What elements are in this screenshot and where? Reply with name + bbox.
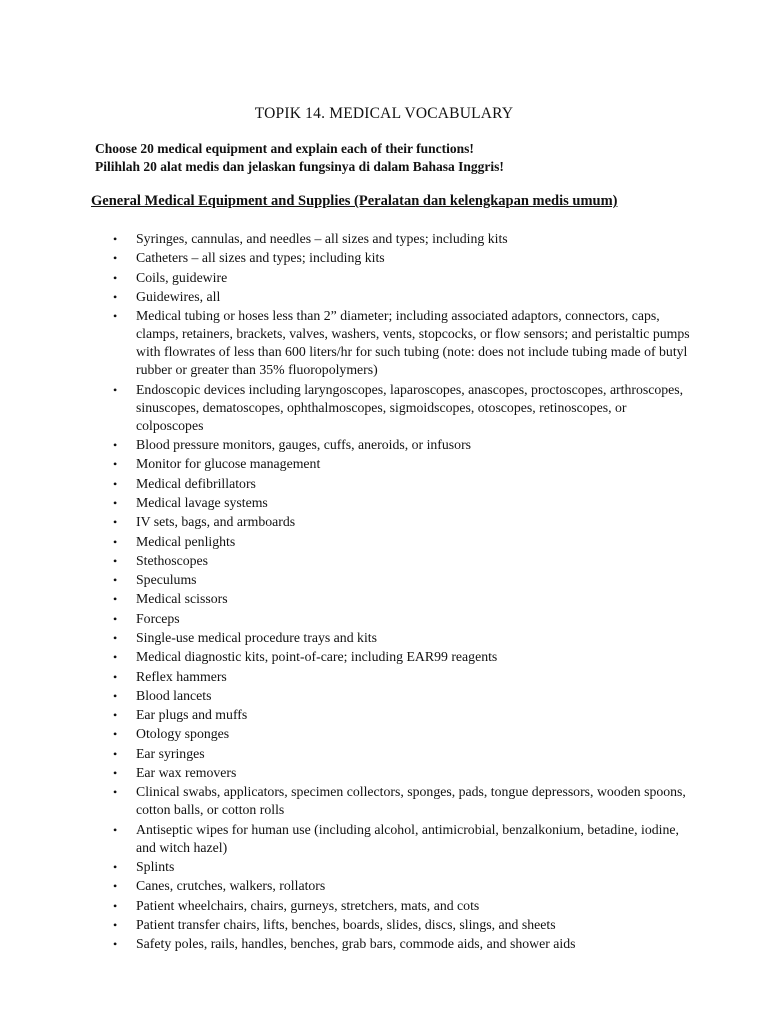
bullet-icon: • [113,515,118,530]
bullet-icon: • [113,727,118,742]
bullet-icon: • [113,630,118,645]
bullet-icon: • [113,438,118,453]
list-item [110,916,690,934]
list-item-text: Medical penlights [136,533,236,549]
list-item [110,230,690,248]
bullet-icon: • [113,822,118,837]
bullet-icon: • [113,859,118,874]
list-item-text: Syringes, cannulas, and needles – all sizes and types; including kits [136,231,508,246]
list-item-text: Safety poles, rails, handles, benches, grab bars, commode aids, and shower aids [136,936,576,952]
list-item-text: Single-use medical procedure trays and kits [136,629,377,645]
list-item-text: Ear wax removers [136,764,237,780]
list-item [110,668,690,686]
list-item-text: Patient wheelchairs, chairs, gurneys, stretchers, mats, and cots [136,897,480,913]
bullet-icon: • [113,309,118,324]
bullet-icon: • [113,592,118,607]
list-item-text: Monitor for glucose management [136,456,321,472]
bullet-icon: • [113,937,118,952]
bullet-icon: • [113,746,118,761]
bullet-icon: • [113,270,118,285]
list-item-text: Medical diagnostic kits, point-of-care; including EAR99 reagents [136,649,498,665]
list-item [110,590,690,608]
list-item-text: Guidewires, all [136,288,221,304]
list-item-text: Medical scissors [136,591,228,607]
list-item [110,897,690,915]
bullet-icon: • [113,650,118,665]
page-title: TOPIK 14. MEDICAL VOCABULARY [254,105,514,122]
bullet-icon: • [113,688,118,703]
list-item-text: Medical defibrillators [136,475,256,491]
list-item [110,513,690,531]
list-item-text: Splints [136,858,175,874]
list-item [110,687,690,705]
list-item [110,307,690,379]
list-item [110,858,690,876]
list-item-text: Canes, crutches, walkers, rollators [136,878,326,894]
list-item-text: Medical tubing or hoses less than 2” diameter; including associated adaptors, connectors, caps, clamps, retainers, brackets, valves, washers, vents, stopcocks, or flow sensors; and peristaltic pumps with flowrates of less than 600 liters/hr for such tubing (note: does not include tubing made of butyl rubber or greater than 35% fluoropolymers) [136,308,690,378]
list-item-text: Ear plugs and muffs [136,707,248,723]
bullet-icon: • [113,898,118,913]
bullet-icon: • [113,496,118,510]
list-item [110,821,690,857]
bullet-icon: • [113,457,118,472]
list-item-text: Coils, guidewire [136,269,228,285]
instructions [95,140,504,176]
list-item-text: Antiseptic wipes for human use (including alcohol, antimicrobial, benzalkonium, betadine, iodine, and witch hazel) [136,821,679,855]
list-item-text: Stethoscopes [136,552,209,568]
list-item-text: Reflex hammers [136,668,227,684]
bullet-icon: • [113,553,118,568]
list-item-text: Blood pressure monitors, gauges, cuffs, aneroids, or infusors [136,437,472,453]
list-item [110,610,690,628]
list-item-text: Clinical swabs, applicators, specimen collectors, sponges, pads, tongue depressors, wooden spoons, cotton balls, or cotton rolls [136,784,686,818]
bullet-icon: • [113,917,118,932]
list-item-text: Blood lancets [136,687,212,703]
list-item [110,552,690,570]
list-item [110,475,690,493]
list-item-text: Speculums [136,572,197,588]
list-item-text: Medical lavage systems [136,495,268,510]
list-item [110,494,690,512]
list-item-text: Endoscopic devices including laryngoscopes, laparoscopes, anascopes, proctoscopes, arthroscopes, sinuscopes, dematoscopes, ophthalmoscopes, sigmoidscopes, otoscopes, retinoscopes, or colposcopes [136,381,684,433]
list-item [110,269,690,287]
list-item [110,629,690,647]
section-heading: General Medical Equipment and Supplies (Peralatan dan kelengkapan medis umum) [91,193,618,209]
equipment-list [110,230,690,954]
list-item [110,533,690,551]
list-item [110,706,690,724]
list-item [110,571,690,589]
list-item [110,745,690,763]
bullet-icon: • [113,765,118,780]
list-item [110,288,690,306]
bullet-icon: • [113,289,118,304]
list-item [110,764,690,782]
list-item-text: Patient transfer chairs, lifts, benches, boards, slides, discs, slings, and sheets [136,916,556,932]
list-item-text: Forceps [136,610,180,626]
bullet-icon: • [113,251,118,266]
bullet-icon: • [113,879,118,894]
list-item [110,249,690,267]
bullet-icon: • [113,611,118,626]
list-item-text: IV sets, bags, and armboards [136,514,296,530]
list-item [110,725,690,743]
bullet-icon: • [113,232,118,246]
bullet-icon: • [113,669,118,684]
list-item-text: Catheters – all sizes and types; including kits [136,250,385,266]
instruction-english: Choose 20 medical equipment and explain each of their functions! [95,141,474,156]
list-item [110,648,690,666]
bullet-icon: • [113,573,118,588]
instruction-indonesian: Pilihlah 20 alat medis dan jelaskan fungsinya di dalam Bahasa Inggris! [95,159,504,174]
list-item [110,935,690,953]
bullet-icon: • [113,708,118,723]
bullet-icon: • [113,476,118,491]
bullet-icon: • [113,382,118,397]
bullet-icon: • [113,785,118,800]
list-item [110,877,690,895]
list-item-text: Ear syringes [136,745,205,761]
list-item [110,783,690,819]
list-item-text: Otology sponges [136,726,230,742]
list-item [110,436,690,454]
bullet-icon: • [113,534,118,549]
list-item [110,381,690,435]
list-item [110,455,690,473]
